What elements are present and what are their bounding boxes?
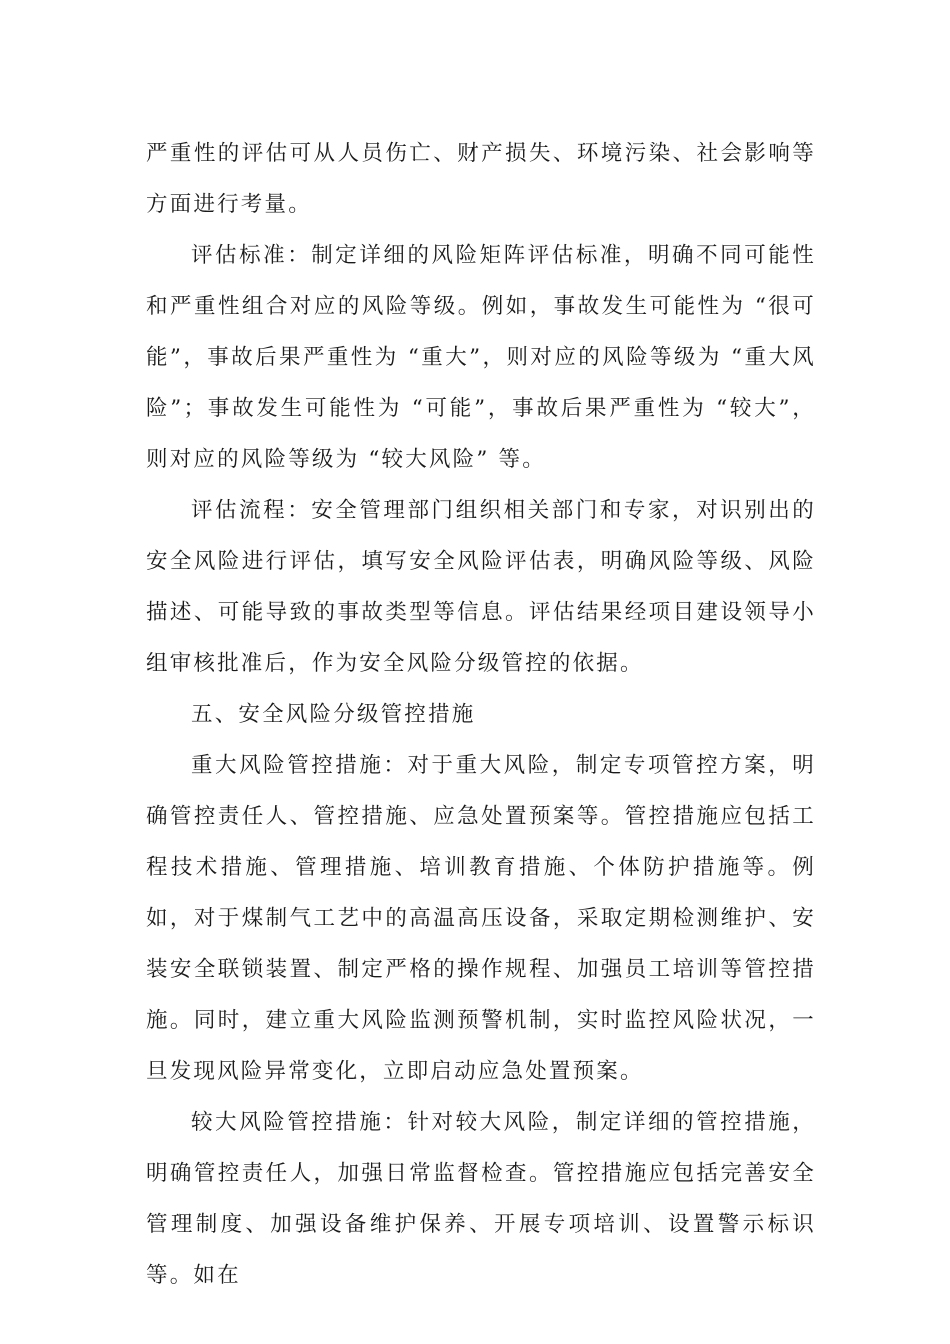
- paragraph-significant-risk-measures: 较大风险管控措施：针对较大风险，制定详细的管控措施，明确管控责任人，加强日常监督检查。管控措施应包括完善安全管理制度、加强设备维护保养、开展专项培训、设置警示标识等。如在: [146, 1110, 816, 1288]
- document-body: [146, 128, 816, 1301]
- paragraph-evaluation-process: 评估流程：安全管理部门组织相关部门和专家，对识别出的安全风险进行评估，填写安全风险评估表，明确风险等级、风险描述、可能导致的事故类型等信息。评估结果经项目建设领导小组审核批准后，作为安全风险分级管控的依据。: [146, 498, 816, 676]
- paragraph-major-risk-measures: 重大风险管控措施：对于重大风险，制定专项管控方案，明确管控责任人、管控措施、应急处置预案等。管控措施应包括工程技术措施、管理措施、培训教育措施、个体防护措施等。例如，对于煤制气工艺中的高温高压设备，采取定期检测维护、安装安全联锁装置、制定严格的操作规程、加强员工培训等管控措施。同时，建立重大风险监测预警机制，实时监控风险状况，一旦发现风险异常变化，立即启动应急处置预案。: [146, 753, 816, 1084]
- section-heading-five: 五、安全风险分级管控措施: [191, 702, 476, 727]
- paragraph-severity-continuation: 严重性的评估可从人员伤亡、财产损失、环境污染、社会影响等方面进行考量。: [146, 141, 816, 217]
- paragraph-evaluation-standard: 评估标准：制定详细的风险矩阵评估标准，明确不同可能性和严重性组合对应的风险等级。例如，事故发生可能性为 “很可能”，事故后果严重性为 “重大”，则对应的风险等级为 “重大风险”；事故发生可能性为 “可能”，事故后果严重性为 “较大”，则对应的风险等级为 “较大风险” 等。: [146, 243, 816, 472]
